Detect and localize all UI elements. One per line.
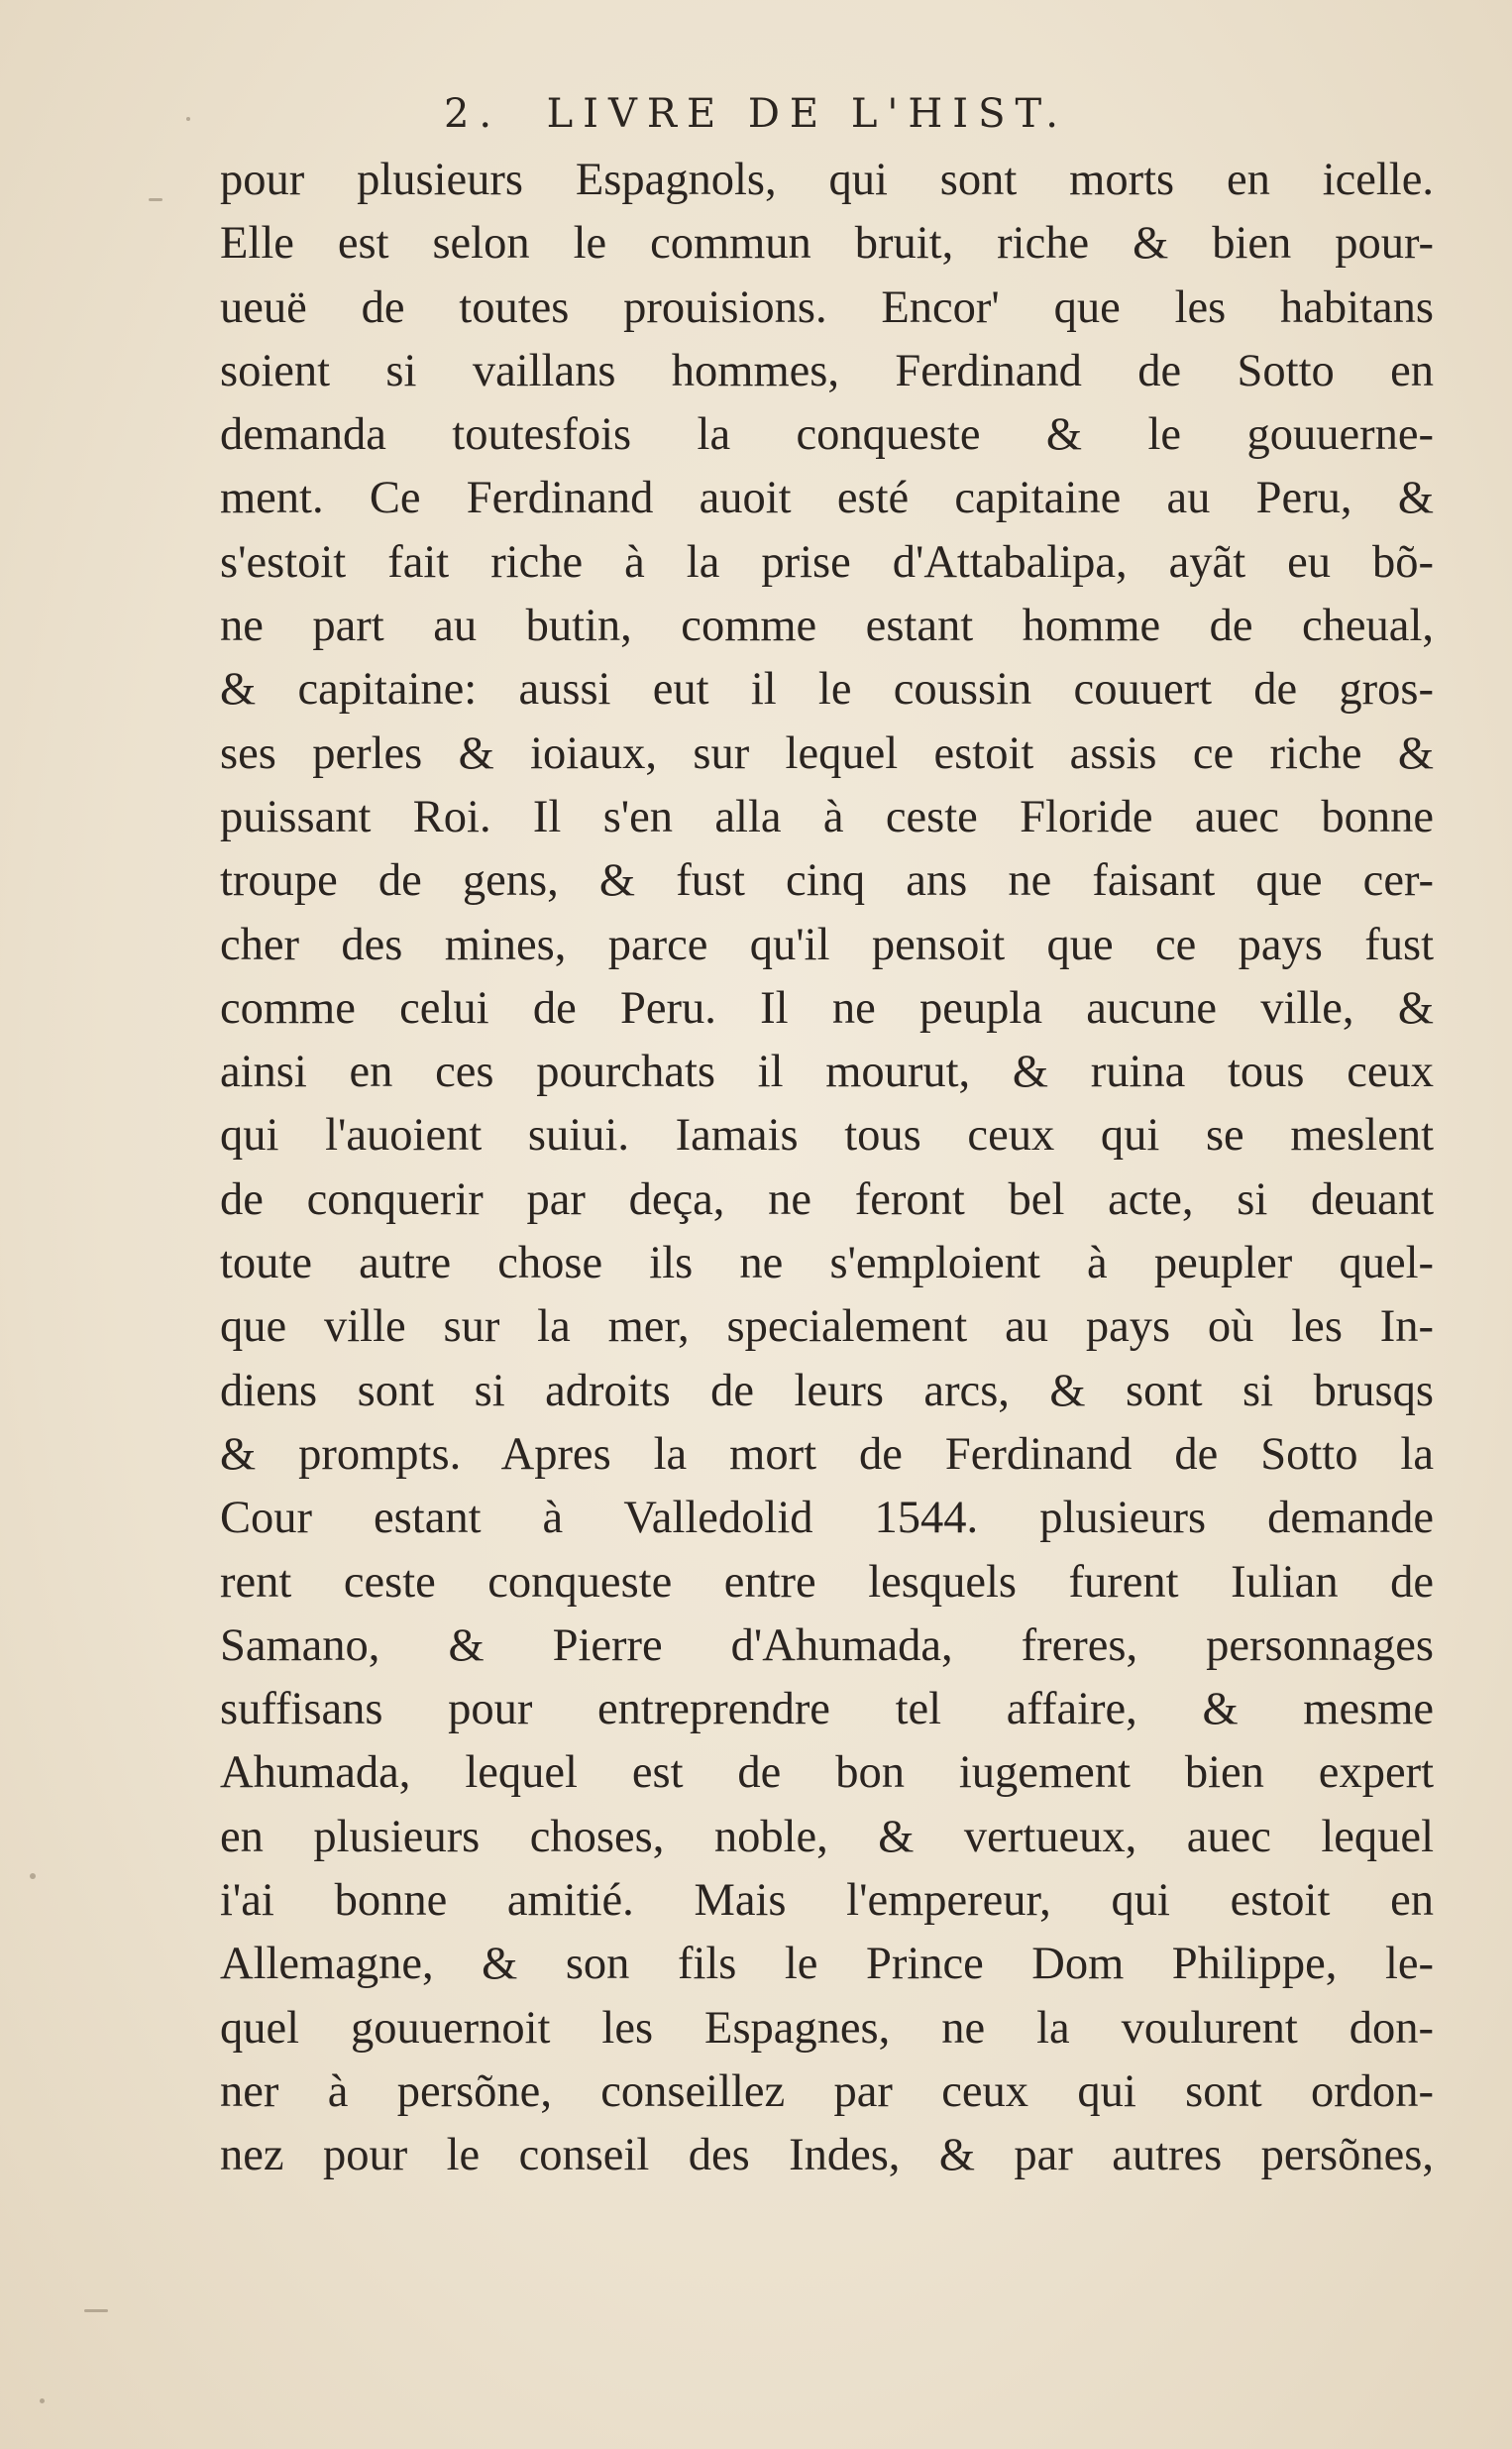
paper-speck bbox=[30, 1873, 36, 1879]
text-line: & capitaine: aussi eut il le coussin couuert de gros- bbox=[220, 664, 1434, 716]
text-line: de conquerir par deça, ne feront bel acte, si deuant bbox=[220, 1173, 1434, 1225]
text-line: pour plusieurs Espagnols, qui sont morts en icelle. bbox=[220, 155, 1434, 205]
text-line: Ahumada, lequel est de bon iugement bien expert bbox=[220, 1747, 1434, 1799]
running-head bbox=[0, 91, 1512, 137]
text-line: ainsi en ces pourchats il mourut, & ruina tous ceux bbox=[220, 1047, 1434, 1098]
text-line: puissant Roi. Il s'en alla à ceste Floride auec bonne bbox=[220, 791, 1434, 842]
text-line: Cour estant à Valledolid 1544. plusieurs demande bbox=[220, 1493, 1434, 1544]
text-line: quel gouuernoit les Espagnes, ne la voulurent don- bbox=[220, 2002, 1434, 2054]
text-line: & prompts. Apres la mort de Ferdinand de Sotto la bbox=[220, 1428, 1434, 1480]
page-number: 2. bbox=[443, 91, 502, 137]
text-line: cher des mines, parce qu'il pensoit que ce pays fust bbox=[220, 919, 1434, 970]
text-line: troupe de gens, & fust cinq ans ne faisant que cer- bbox=[220, 855, 1434, 907]
text-line: Samano, & Pierre d'Ahumada, freres, personnages bbox=[220, 1619, 1434, 1671]
paper-speck bbox=[84, 2309, 108, 2312]
text-line: s'estoit fait riche à la prise d'Attabalipa, ayãt eu bõ- bbox=[220, 536, 1434, 588]
text-line: ner à persõne, conseillez par ceux qui sont ordon- bbox=[220, 2065, 1434, 2117]
text-line: diens sont si adroits de leurs arcs, & sont si brusqs bbox=[220, 1365, 1434, 1416]
text-line: soient si vaillans hommes, Ferdinand de Sotto en bbox=[220, 345, 1434, 396]
text-line: en plusieurs choses, noble, & vertueux, auec lequel bbox=[220, 1811, 1434, 1862]
text-line: suffisans pour entreprendre tel affaire, & mesme bbox=[220, 1684, 1434, 1735]
text-line: ment. Ce Ferdinand auoit esté capitaine au Peru, & bbox=[220, 473, 1434, 524]
body-text bbox=[220, 149, 1434, 2188]
paper-speck bbox=[40, 2398, 45, 2403]
paper-speck bbox=[149, 198, 162, 201]
paper-speck bbox=[186, 117, 190, 121]
text-line: Elle est selon le commun bruit, riche & bien pour- bbox=[220, 218, 1434, 270]
text-line: toute autre chose ils ne s'emploient à peupler quel- bbox=[220, 1238, 1434, 1289]
text-line: ne part au butin, comme estant homme de cheual, bbox=[220, 601, 1434, 652]
text-line: rent ceste conqueste entre lesquels furent Iulian de bbox=[220, 1556, 1434, 1608]
text-line: comme celui de Peru. Il ne peupla aucune ville, & bbox=[220, 982, 1434, 1034]
text-line: que ville sur la mer, specialement au pays où les In- bbox=[220, 1301, 1434, 1353]
running-title: LIVRE DE L'HIST. bbox=[546, 91, 1069, 137]
text-line: demanda toutesfois la conqueste & le gouuerne- bbox=[220, 409, 1434, 461]
text-line: qui l'auoient suiui. Iamais tous ceux qui se meslent bbox=[220, 1110, 1434, 1162]
text-line: nez pour le conseil des Indes, & par autres persõnes, bbox=[220, 2130, 1434, 2181]
text-line: ueuë de toutes prouisions. Encor' que les habitans bbox=[220, 281, 1434, 333]
text-line: Allemagne, & son fils le Prince Dom Philippe, le- bbox=[220, 1939, 1434, 1990]
text-line: i'ai bonne amitié. Mais l'empereur, qui estoit en bbox=[220, 1875, 1434, 1927]
text-line: ses perles & ioiaux, sur lequel estoit assis ce riche & bbox=[220, 727, 1434, 779]
